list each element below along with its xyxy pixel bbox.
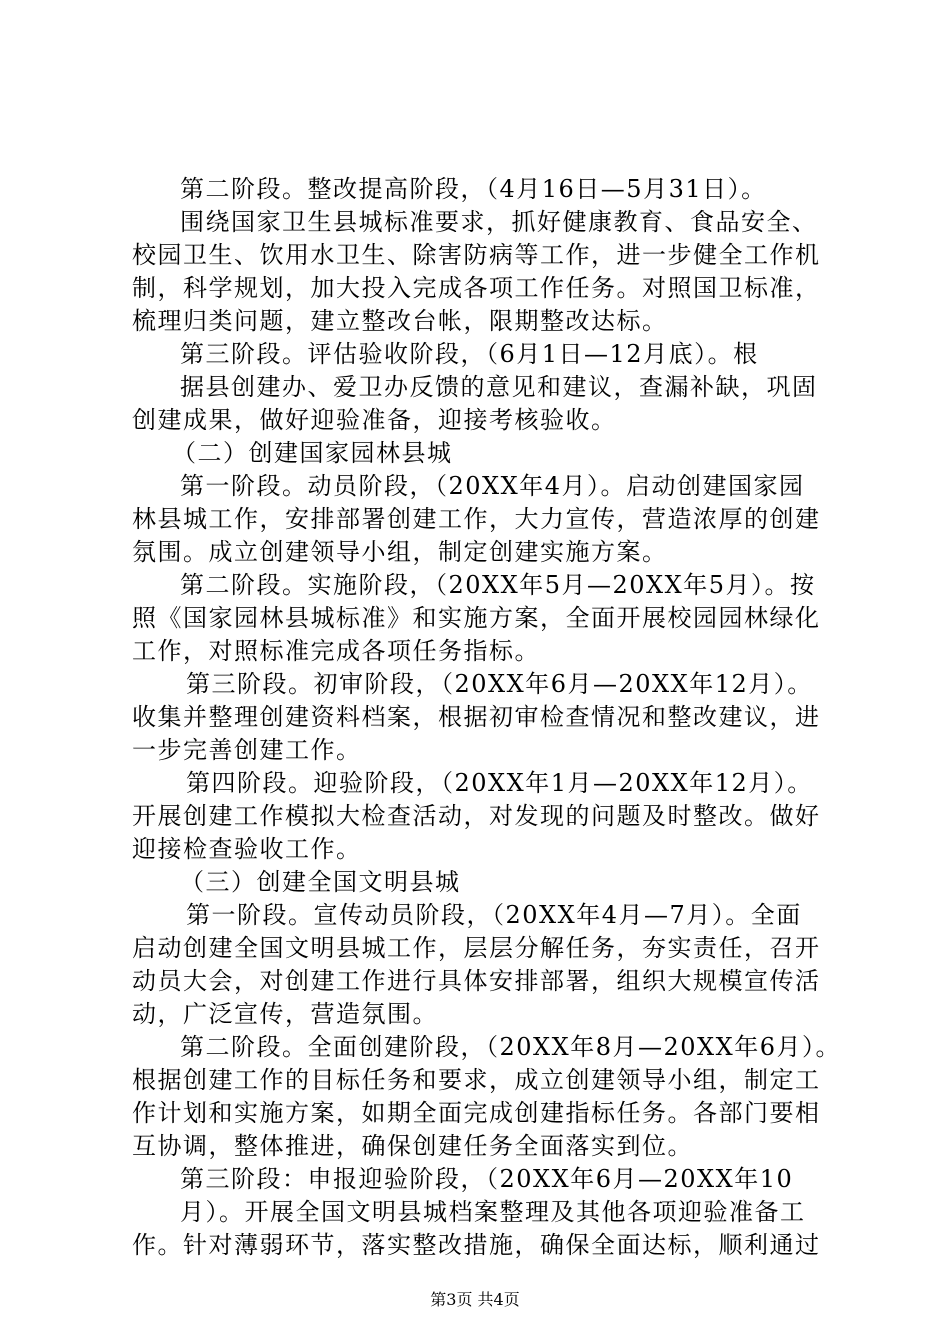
text-line: 作。针对薄弱环节，落实整改措施，确保全面达标，顺利通过 — [132, 1231, 821, 1259]
text-line: 氛围。成立创建领导小组，制定创建实施方案。 — [132, 538, 668, 566]
text-line: 月）。开展全国文明县城档案整理及其他各项迎验准备工 — [180, 1198, 806, 1226]
text-line: 照《国家园林县城标准》和实施方案，全面开展校园园林绿化 — [132, 604, 821, 632]
section-heading: （二）创建国家园林县城 — [172, 439, 453, 467]
text-line: 第二阶段。实施阶段，（20XX年5月—20XX年5月）。按 — [180, 571, 816, 599]
text-line: 作计划和实施方案，如期全面完成创建指标任务。各部门要相 — [132, 1099, 821, 1127]
text-line: 互协调，整体推进，确保创建任务全面落实到位。 — [132, 1132, 693, 1160]
text-line: 第一阶段。宣传动员阶段，（20XX年4月—7月）。全面 — [186, 901, 802, 929]
text-line: 迎接检查验收工作。 — [132, 835, 362, 863]
section-heading: （三）创建全国文明县城 — [180, 868, 461, 896]
text-line: 据县创建办、爱卫办反馈的意见和建议，查漏补缺，巩固 — [180, 373, 818, 401]
text-line: 第二阶段。整改提高阶段，（4月16日—5月31日）。 — [180, 175, 767, 203]
text-line: 第二阶段。全面创建阶段，（20XX年8月—20XX年6月）。 — [180, 1033, 841, 1061]
text-line: 梳理归类问题，建立整改台帐，限期整改达标。 — [132, 307, 668, 335]
text-line: 根据创建工作的目标任务和要求，成立创建领导小组，制定工 — [132, 1066, 821, 1094]
text-line: 动员大会，对创建工作进行具体安排部署，组织大规模宣传活 — [132, 967, 821, 995]
text-line: 收集并整理创建资料档案，根据初审检查情况和整改建议，进 — [132, 703, 821, 731]
text-line: 第四阶段。迎验阶段，（20XX年1月—20XX年12月）。 — [186, 769, 813, 797]
text-line: 一步完善创建工作。 — [132, 736, 362, 764]
text-line: 创建成果，做好迎验准备，迎接考核验收。 — [132, 406, 617, 434]
text-line: 工作，对照标准完成各项任务指标。 — [132, 637, 540, 665]
text-line: 动，广泛宣传，营造氛围。 — [132, 1000, 438, 1028]
text-line: 第三阶段。初审阶段，（20XX年6月—20XX年12月）。 — [186, 670, 813, 698]
text-line: 第三阶段：申报迎验阶段，（20XX年6月—20XX年10 — [180, 1165, 794, 1193]
text-line: 林县城工作，安排部署创建工作，大力宣传，营造浓厚的创建 — [132, 505, 821, 533]
text-line: 启动创建全国文明县城工作，层层分解任务，夯实责任，召开 — [132, 934, 821, 962]
text-line: 围绕国家卫生县城标准要求，抓好健康教育、食品安全、 — [180, 208, 818, 236]
text-line: 校园卫生、饮用水卫生、除害防病等工作，进一步健全工作机 — [132, 241, 821, 269]
text-line: 开展创建工作模拟大检查活动，对发现的问题及时整改。做好 — [132, 802, 821, 830]
text-line: 第三阶段。评估验收阶段，（6月1日—12月底）。根 — [180, 340, 759, 368]
page-footer: 第3页 共4页 — [430, 1290, 520, 1309]
text-line: 制，科学规划，加大投入完成各项工作任务。对照国卫标准， — [132, 274, 821, 302]
text-line: 第一阶段。动员阶段，（20XX年4月）。启动创建国家园 — [180, 472, 805, 500]
